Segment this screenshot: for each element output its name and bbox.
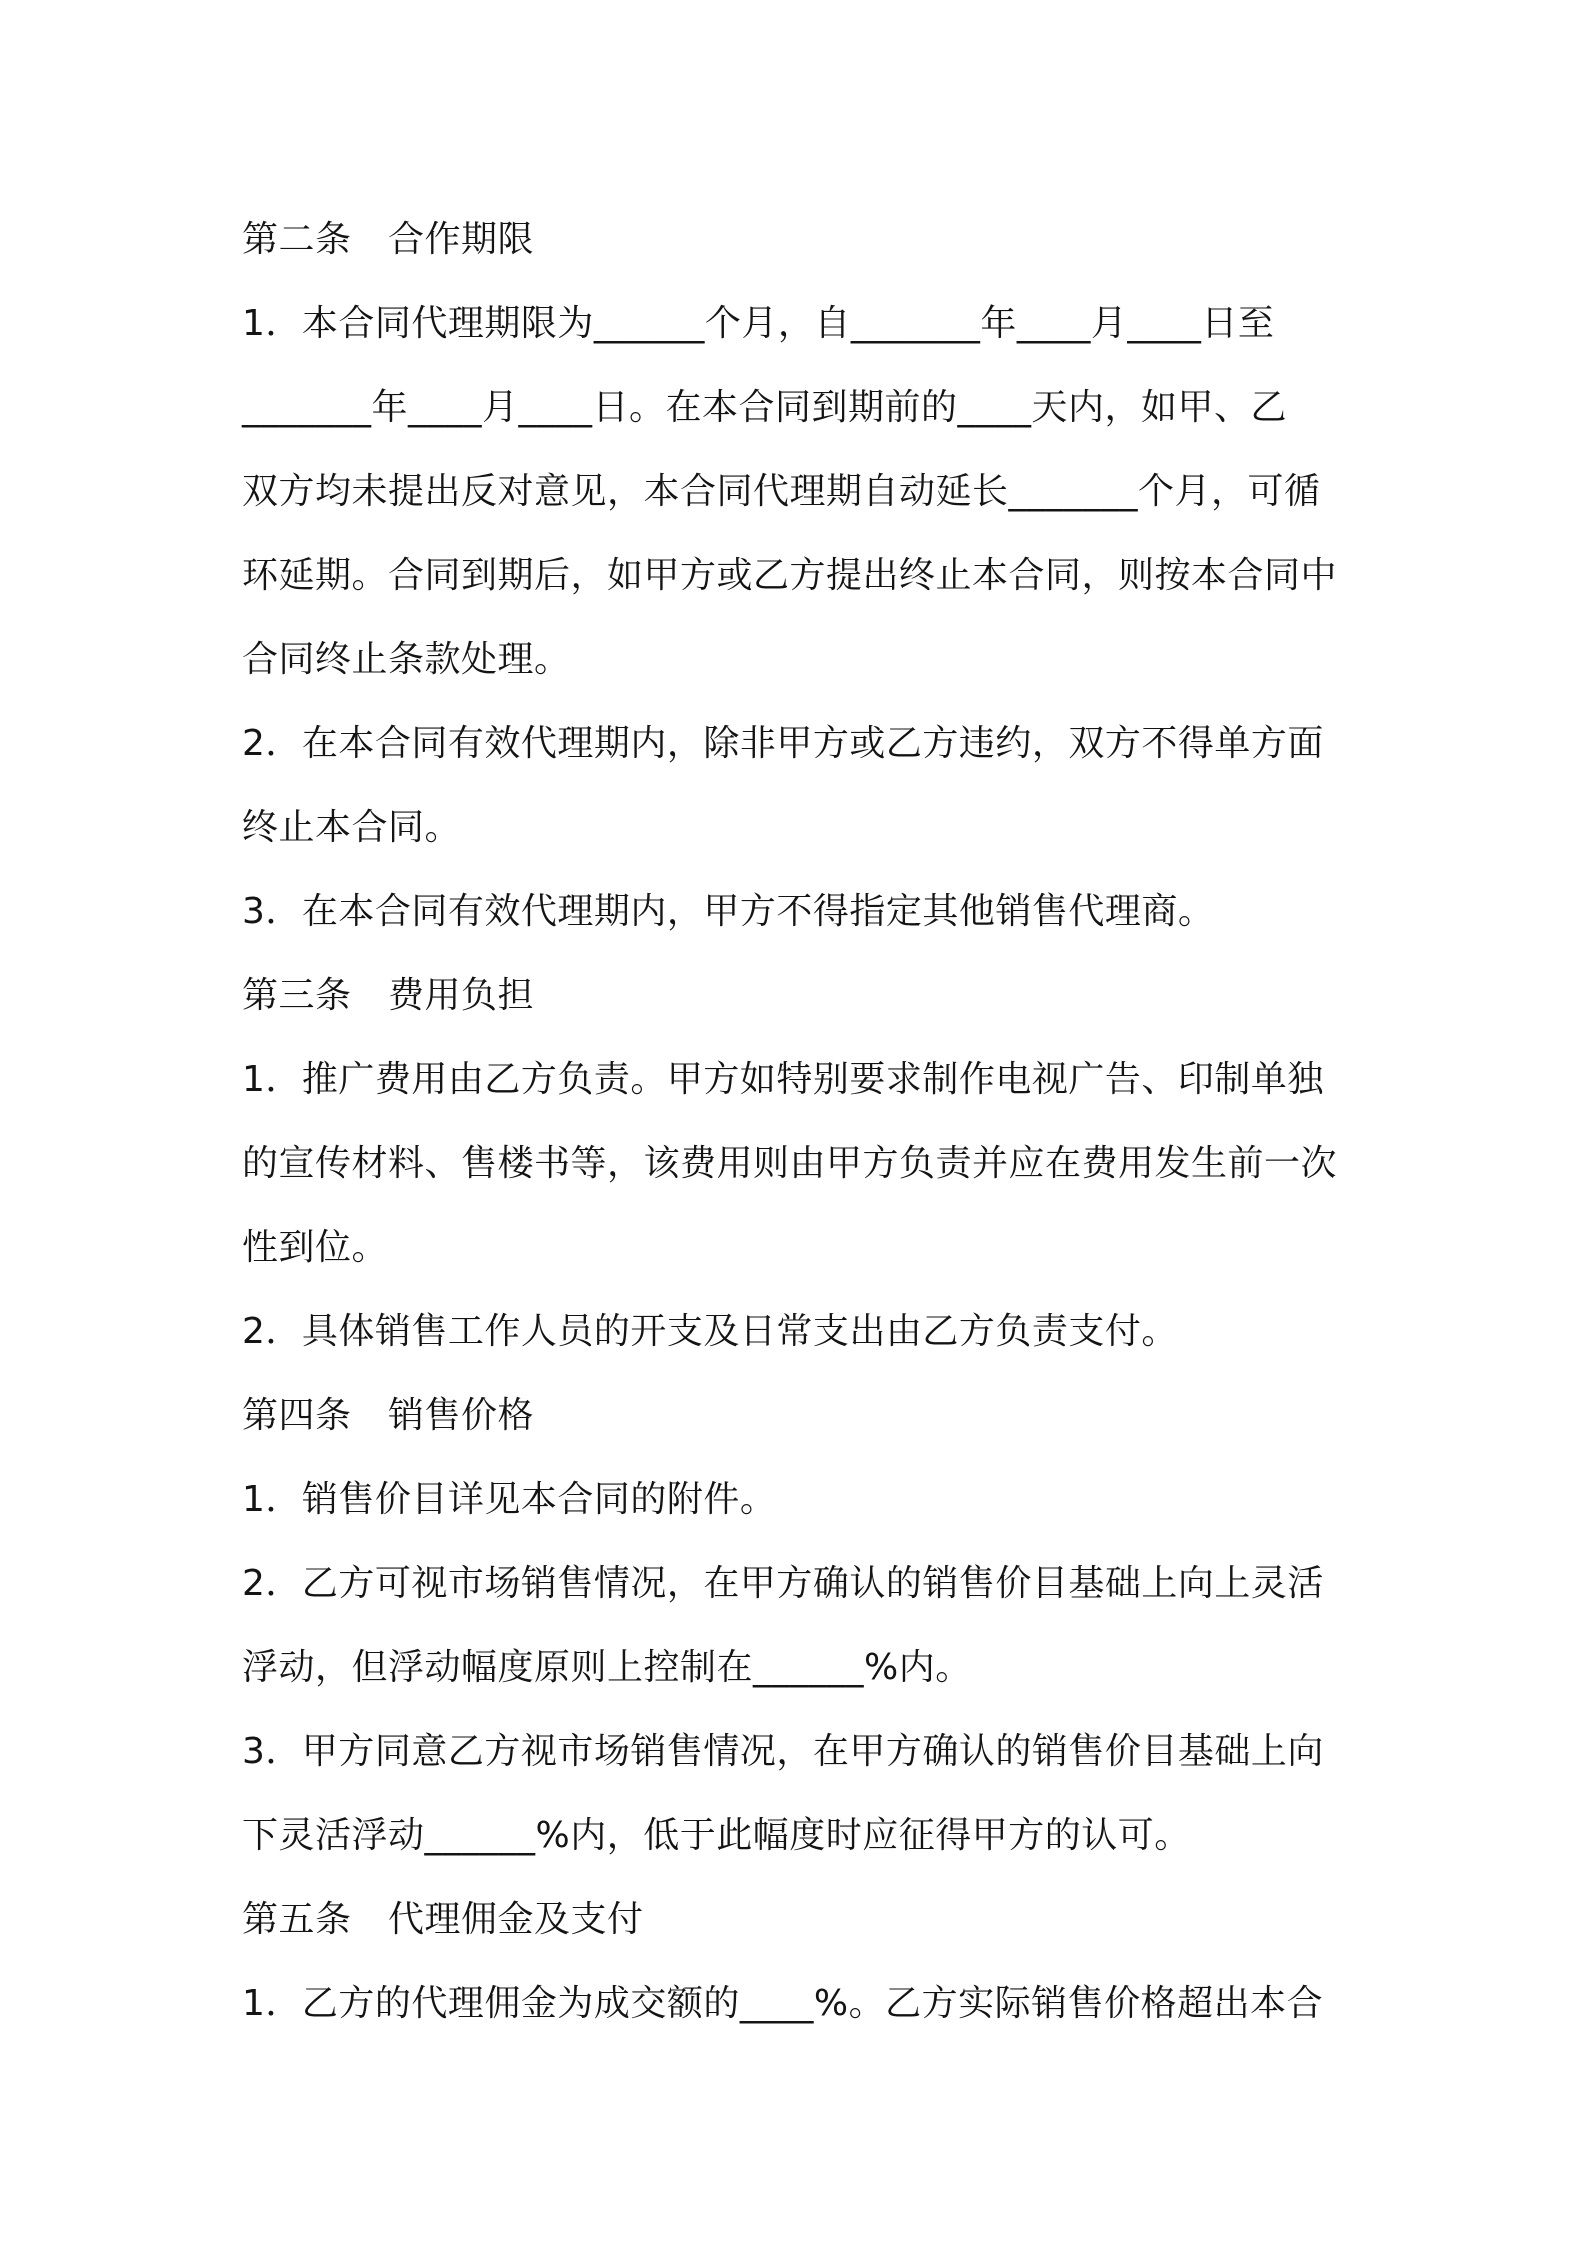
text-line: 3．甲方同意乙方视市场销售情况，在甲方确认的销售价目基础上向 — [242, 1731, 1324, 1772]
text-line: 合同终止条款处理。 — [242, 639, 571, 680]
text-line: 3．在本合同有效代理期内，甲方不得指定其他销售代理商。 — [242, 891, 1215, 932]
text-line: 1．销售价目详见本合同的附件。 — [242, 1479, 777, 1520]
text-line: 性到位。 — [242, 1227, 389, 1268]
article-3-heading: 第三条 费用负担 — [242, 975, 535, 1016]
article-4-heading: 第四条 销售价格 — [242, 1395, 535, 1436]
text-line: 2．乙方可视市场销售情况，在甲方确认的销售价目基础上向上灵活 — [242, 1563, 1324, 1604]
text-line: 2．在本合同有效代理期内，除非甲方或乙方违约，双方不得单方面 — [242, 723, 1324, 764]
text-line: 2．具体销售工作人员的开支及日常支出由乙方负责支付。 — [242, 1311, 1178, 1352]
article-5-heading: 第五条 代理佣金及支付 — [242, 1899, 644, 1940]
text-line: 浮动，但浮动幅度原则上控制在______%内。 — [242, 1647, 972, 1688]
text-line: 终止本合同。 — [242, 807, 462, 848]
text-line: 1．本合同代理期限为______个月，自_______年____月____日至 — [242, 303, 1275, 344]
text-line: 双方均未提出反对意见，本合同代理期自动延长_______个月，可循 — [242, 471, 1321, 512]
article-2-heading: 第二条 合作期限 — [242, 219, 535, 260]
text-line: 1．乙方的代理佣金为成交额的____%。乙方实际销售价格超出本合 — [242, 1983, 1324, 2024]
text-line: 的宣传材料、售楼书等，该费用则由甲方负责并应在费用发生前一次 — [242, 1143, 1338, 1184]
text-line: 1．推广费用由乙方负责。甲方如特别要求制作电视广告、印制单独 — [242, 1059, 1324, 1100]
text-line: _______年____月____日。在本合同到期前的____天内，如甲、乙 — [242, 387, 1288, 428]
document-body — [242, 198, 1362, 2046]
text-line: 下灵活浮动______%内，低于此幅度时应征得甲方的认可。 — [242, 1815, 1191, 1856]
text-line: 环延期。合同到期后，如甲方或乙方提出终止本合同，则按本合同中 — [242, 555, 1338, 596]
